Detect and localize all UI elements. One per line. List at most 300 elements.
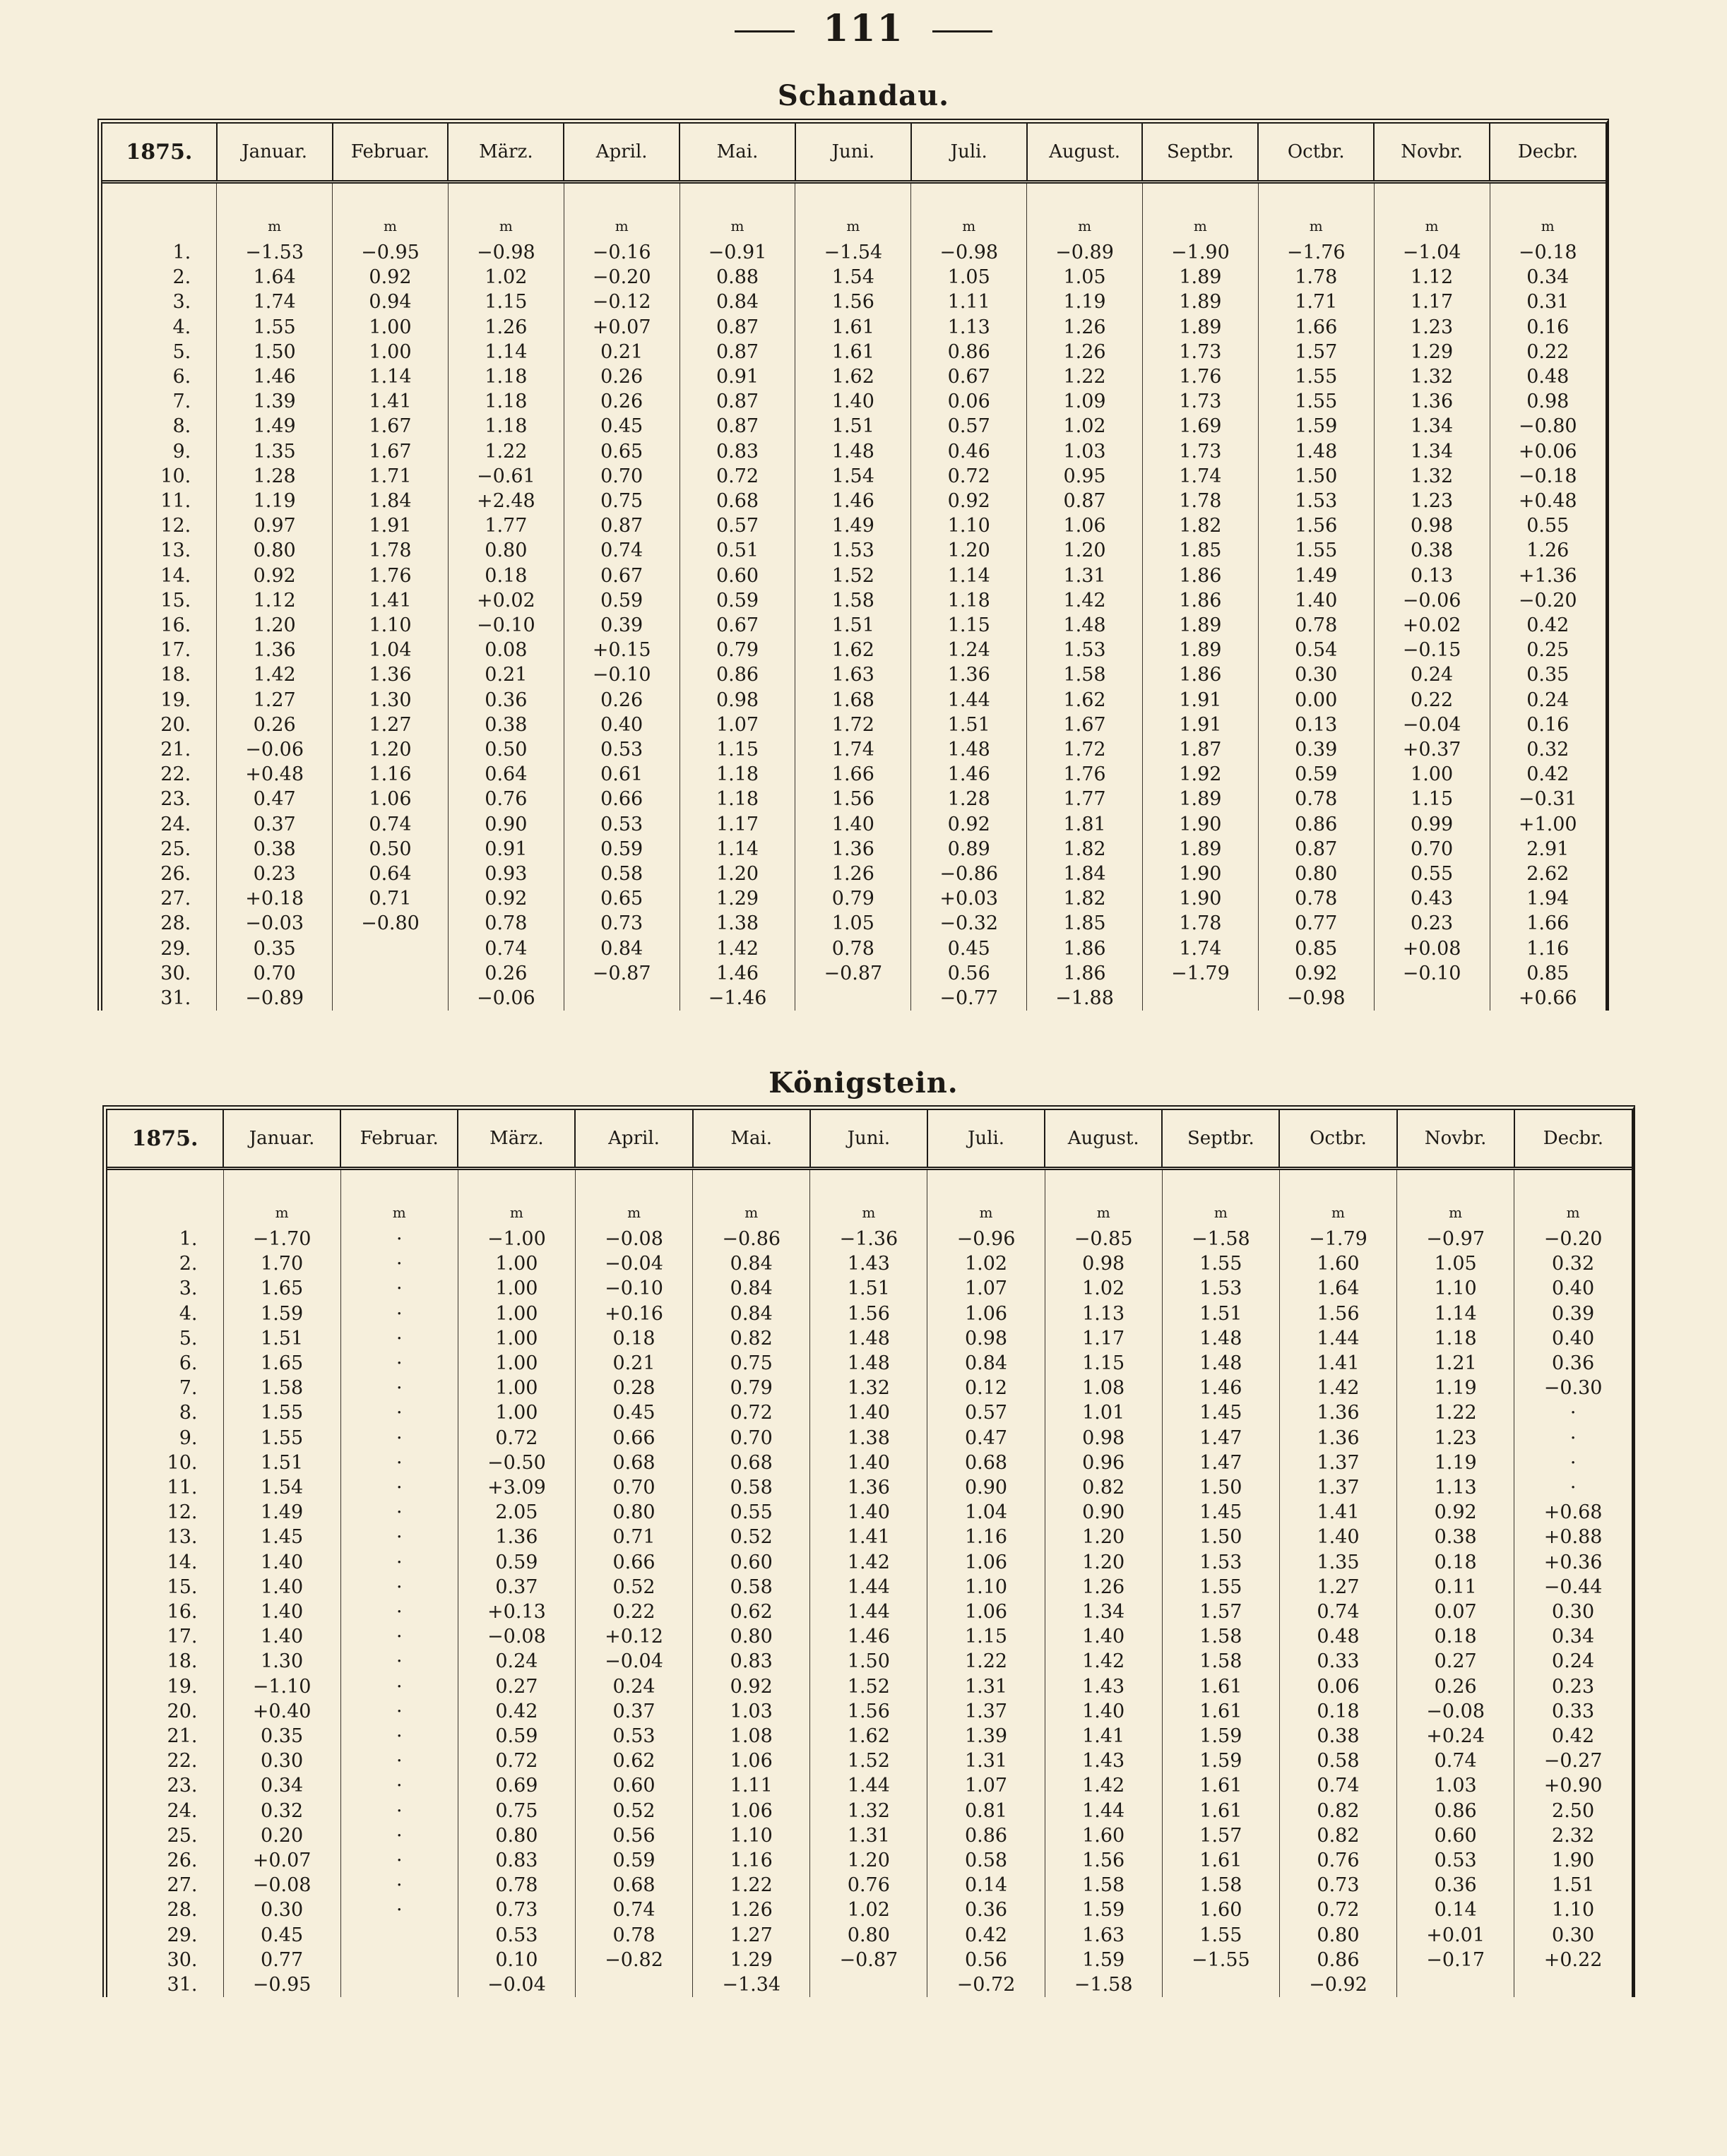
gauge-value: 1.37 bbox=[927, 1699, 1045, 1724]
gauge-value: 1.65 bbox=[223, 1276, 340, 1301]
gauge-value: 1.56 bbox=[1279, 1302, 1396, 1326]
gauge-value: 1.20 bbox=[911, 538, 1027, 563]
gauge-value: 0.66 bbox=[575, 1426, 692, 1451]
gauge-value: −0.27 bbox=[1543, 1750, 1603, 1773]
gauge-value: 1.14 bbox=[448, 340, 564, 364]
gauge-value: 1.48 bbox=[1027, 613, 1143, 638]
gauge-value: 1.36 bbox=[795, 837, 911, 862]
gauge-value: 1.18 bbox=[911, 588, 1027, 613]
gauge-value: 0.40 bbox=[1552, 1327, 1595, 1350]
gauge-value: +1.00 bbox=[1518, 813, 1577, 835]
gauge-value: 1.17 bbox=[679, 812, 795, 837]
gauge-value: 0.70 bbox=[217, 961, 333, 986]
gauge-value: 1.89 bbox=[1142, 613, 1258, 638]
gauge-value: · bbox=[340, 1799, 458, 1823]
day-label: 27. bbox=[107, 1873, 223, 1898]
gauge-value: 1.50 bbox=[217, 340, 333, 364]
month-header: Juli. bbox=[911, 124, 1027, 182]
table-row bbox=[107, 1799, 1632, 1823]
gauge-value: −0.72 bbox=[927, 1972, 1045, 1997]
gauge-value: 1.57 bbox=[1162, 1823, 1279, 1848]
gauge-value: 0.80 bbox=[1258, 862, 1374, 886]
unit-cell: m bbox=[564, 208, 679, 240]
gauge-value: 0.70 bbox=[564, 464, 679, 489]
gauge-value: 0.74 bbox=[1279, 1600, 1396, 1624]
gauge-value: 1.94 bbox=[1526, 888, 1569, 910]
gauge-value: 1.61 bbox=[795, 315, 911, 340]
gauge-value: −0.08 bbox=[458, 1624, 575, 1649]
gauge-value: 0.77 bbox=[1258, 911, 1374, 936]
month-header: Februar. bbox=[333, 124, 449, 182]
spacer-cell bbox=[448, 182, 564, 208]
day-label: 3. bbox=[107, 1276, 223, 1301]
gauge-value: 1.08 bbox=[1045, 1376, 1162, 1400]
day-label: 1. bbox=[107, 1227, 223, 1251]
table-row bbox=[102, 414, 1606, 439]
table-row bbox=[102, 787, 1606, 811]
gauge-value: 1.00 bbox=[1374, 762, 1490, 787]
gauge-value: 1.31 bbox=[1027, 564, 1143, 588]
gauge-value: 1.40 bbox=[223, 1624, 340, 1649]
gauge-value: 0.58 bbox=[693, 1575, 810, 1600]
gauge-value: −0.03 bbox=[217, 911, 333, 936]
gauge-value: · bbox=[340, 1873, 458, 1898]
gauge-value: −1.34 bbox=[693, 1972, 810, 1997]
gauge-value: 0.98 bbox=[1045, 1251, 1162, 1276]
gauge-value: −0.04 bbox=[575, 1649, 692, 1674]
gauge-value: 1.55 bbox=[1258, 364, 1374, 389]
spacer-cell bbox=[223, 1169, 340, 1195]
gauge-value: 1.31 bbox=[810, 1823, 927, 1848]
page-number: 111 bbox=[823, 7, 904, 50]
unit-cell-blank bbox=[107, 1194, 223, 1227]
gauge-value: 1.90 bbox=[1142, 812, 1258, 837]
gauge-value: 1.48 bbox=[810, 1326, 927, 1351]
gauge-value: 1.30 bbox=[333, 688, 449, 713]
gauge-value: 1.78 bbox=[1142, 489, 1258, 513]
gauge-value: 0.87 bbox=[564, 513, 679, 538]
table-row bbox=[102, 762, 1606, 787]
gauge-value: 1.40 bbox=[810, 1500, 927, 1525]
gauge-value: 0.38 bbox=[217, 837, 333, 862]
gauge-value: 1.76 bbox=[1142, 364, 1258, 389]
gauge-value: · bbox=[340, 1773, 458, 1798]
spacer-row bbox=[107, 1169, 1632, 1195]
day-label: 27. bbox=[102, 886, 217, 911]
rule-left bbox=[735, 30, 795, 32]
gauge-value: 0.24 bbox=[1526, 689, 1569, 711]
gauge-value: −0.04 bbox=[575, 1251, 692, 1276]
gauge-value: 1.03 bbox=[693, 1699, 810, 1724]
gauge-value: 0.84 bbox=[927, 1351, 1045, 1376]
gauge-value: 0.18 bbox=[575, 1326, 692, 1351]
gauge-value: 1.47 bbox=[1162, 1451, 1279, 1475]
gauge-value: 1.05 bbox=[911, 265, 1027, 290]
month-header: Decbr. bbox=[1490, 124, 1606, 182]
gauge-value: 1.58 bbox=[795, 588, 911, 613]
gauge-value: 1.89 bbox=[1142, 290, 1258, 314]
gauge-value: 1.48 bbox=[1258, 439, 1374, 464]
table-row bbox=[107, 1773, 1632, 1798]
month-header: Novbr. bbox=[1374, 124, 1490, 182]
gauge-value: −0.77 bbox=[911, 986, 1027, 1011]
gauge-value: 1.32 bbox=[810, 1799, 927, 1823]
gauge-value: 0.88 bbox=[679, 265, 795, 290]
day-label: 4. bbox=[107, 1302, 223, 1326]
gauge-value: 1.50 bbox=[1162, 1525, 1279, 1549]
gauge-value: 1.51 bbox=[1162, 1302, 1279, 1326]
table-row bbox=[107, 1302, 1632, 1326]
month-header: Mai. bbox=[679, 124, 795, 182]
month-header: Juli. bbox=[927, 1110, 1045, 1169]
gauge-value: 1.82 bbox=[1027, 837, 1143, 862]
gauge-value: 0.38 bbox=[1374, 538, 1490, 563]
gauge-value: 0.35 bbox=[1526, 664, 1569, 686]
gauge-value: 1.27 bbox=[693, 1923, 810, 1948]
gauge-value: 0.65 bbox=[564, 439, 679, 464]
day-label: 4. bbox=[102, 315, 217, 340]
gauge-value: −1.88 bbox=[1027, 986, 1143, 1011]
day-label: 15. bbox=[102, 588, 217, 613]
gauge-value: 1.50 bbox=[810, 1649, 927, 1674]
gauge-value: 0.74 bbox=[448, 936, 564, 961]
gauge-value: 0.76 bbox=[810, 1873, 927, 1898]
gauge-value: 0.80 bbox=[217, 538, 333, 563]
gauge-value: 1.20 bbox=[679, 862, 795, 886]
gauge-value: 0.45 bbox=[223, 1923, 340, 1948]
gauge-value: 0.91 bbox=[679, 364, 795, 389]
gauge-value: −0.89 bbox=[1027, 240, 1143, 265]
gauge-value: 1.40 bbox=[223, 1575, 340, 1600]
gauge-value: 0.74 bbox=[1397, 1749, 1514, 1773]
gauge-value: · bbox=[340, 1575, 458, 1600]
gauge-value: 1.61 bbox=[1162, 1848, 1279, 1873]
gauge-value: 1.07 bbox=[927, 1773, 1045, 1798]
gauge-value: 0.98 bbox=[927, 1326, 1045, 1351]
gauge-value: 0.42 bbox=[1552, 1725, 1595, 1748]
day-label: 6. bbox=[107, 1351, 223, 1376]
gauge-value: 0.26 bbox=[448, 961, 564, 986]
gauge-value: 0.99 bbox=[1374, 812, 1490, 837]
day-label: 13. bbox=[102, 538, 217, 563]
table-row bbox=[102, 936, 1606, 961]
gauge-value: −0.08 bbox=[575, 1227, 692, 1251]
gauge-value: 1.17 bbox=[1045, 1326, 1162, 1351]
gauge-value: 0.90 bbox=[1045, 1500, 1162, 1525]
unit-cell: m bbox=[458, 1194, 575, 1227]
gauge-value: 1.70 bbox=[223, 1251, 340, 1276]
gauge-value: 0.87 bbox=[679, 315, 795, 340]
gauge-value: −0.87 bbox=[810, 1948, 927, 1972]
month-header: Februar. bbox=[340, 1110, 458, 1169]
unit-cell: m bbox=[1541, 218, 1555, 234]
gauge-value: 0.80 bbox=[448, 538, 564, 563]
day-label: 7. bbox=[107, 1376, 223, 1400]
table-row bbox=[107, 1426, 1632, 1451]
gauge-value: +0.66 bbox=[1518, 987, 1577, 1010]
gauge-value: 1.00 bbox=[458, 1376, 575, 1400]
gauge-value: 0.06 bbox=[911, 389, 1027, 414]
table-row bbox=[107, 1948, 1632, 1972]
table-row bbox=[107, 1575, 1632, 1600]
table-row bbox=[102, 364, 1606, 389]
gauge-value: 0.55 bbox=[1374, 862, 1490, 886]
gauge-value: 0.32 bbox=[1526, 739, 1569, 761]
gauge-value: 1.37 bbox=[1279, 1475, 1396, 1500]
gauge-value: 1.40 bbox=[810, 1451, 927, 1475]
unit-cell: m bbox=[575, 1194, 692, 1227]
gauge-value: 1.27 bbox=[1279, 1575, 1396, 1600]
station-title-koenigstein: Königstein. bbox=[768, 1066, 959, 1100]
gauge-value: 0.32 bbox=[223, 1799, 340, 1823]
gauge-value: −0.89 bbox=[217, 986, 333, 1011]
gauge-value: 0.11 bbox=[1397, 1575, 1514, 1600]
gauge-value: 1.69 bbox=[1142, 414, 1258, 439]
gauge-value: 0.22 bbox=[1374, 688, 1490, 713]
day-label: 17. bbox=[102, 638, 217, 662]
header-row bbox=[107, 1110, 1632, 1169]
gauge-value: 1.05 bbox=[1027, 265, 1143, 290]
gauge-value: 1.74 bbox=[795, 737, 911, 762]
gauge-value: · bbox=[340, 1276, 458, 1301]
day-label: 16. bbox=[102, 613, 217, 638]
spacer-cell bbox=[1514, 1169, 1632, 1195]
gauge-value: 1.44 bbox=[810, 1575, 927, 1600]
gauge-value: 1.73 bbox=[1142, 340, 1258, 364]
gauge-value: 0.78 bbox=[448, 911, 564, 936]
gauge-value: 1.61 bbox=[795, 340, 911, 364]
gauge-value: 1.56 bbox=[810, 1699, 927, 1724]
gauge-value: 0.53 bbox=[564, 812, 679, 837]
gauge-value: 0.35 bbox=[217, 936, 333, 961]
gauge-value: 0.61 bbox=[564, 762, 679, 787]
table-row bbox=[107, 1624, 1632, 1649]
unit-cell: m bbox=[911, 208, 1027, 240]
gauge-value: 0.98 bbox=[1526, 391, 1569, 413]
gauge-value: 1.18 bbox=[448, 389, 564, 414]
unit-cell: m bbox=[223, 1194, 340, 1227]
gauge-value: 1.20 bbox=[810, 1848, 927, 1873]
gauge-value: 1.76 bbox=[1027, 762, 1143, 787]
day-label: 10. bbox=[107, 1451, 223, 1475]
gauge-value: 0.70 bbox=[575, 1475, 692, 1500]
table-row bbox=[102, 688, 1606, 713]
gauge-value: 1.40 bbox=[1045, 1624, 1162, 1649]
gauge-value: 1.62 bbox=[1027, 688, 1143, 713]
gauge-value: 0.67 bbox=[679, 613, 795, 638]
gauge-value: 0.94 bbox=[333, 290, 449, 314]
gauge-value: 0.78 bbox=[1258, 613, 1374, 638]
table-row bbox=[107, 1972, 1632, 1997]
gauge-value: −0.95 bbox=[333, 240, 449, 265]
table-row bbox=[102, 911, 1606, 936]
gauge-value: 0.72 bbox=[458, 1426, 575, 1451]
gauge-value: · bbox=[340, 1898, 458, 1922]
water-level-table bbox=[107, 1110, 1632, 1997]
gauge-value: 1.10 bbox=[693, 1823, 810, 1848]
gauge-value: 1.55 bbox=[1258, 538, 1374, 563]
year-header: 1875. bbox=[107, 1110, 223, 1169]
gauge-value: 0.68 bbox=[927, 1451, 1045, 1475]
gauge-value: 1.03 bbox=[1027, 439, 1143, 464]
gauge-value: 1.40 bbox=[223, 1550, 340, 1575]
gauge-value: 1.00 bbox=[458, 1351, 575, 1376]
gauge-value: 0.66 bbox=[575, 1550, 692, 1575]
table-row bbox=[102, 315, 1606, 340]
gauge-value: 0.42 bbox=[1526, 763, 1569, 786]
day-label: 21. bbox=[102, 737, 217, 762]
gauge-value: 0.53 bbox=[458, 1923, 575, 1948]
gauge-value: −0.10 bbox=[564, 662, 679, 687]
year-header: 1875. bbox=[102, 124, 217, 182]
gauge-value: 0.58 bbox=[927, 1848, 1045, 1873]
gauge-value: 0.98 bbox=[1045, 1426, 1162, 1451]
table-row bbox=[102, 513, 1606, 538]
gauge-value: 1.43 bbox=[1045, 1749, 1162, 1773]
gauge-value: 1.62 bbox=[810, 1724, 927, 1749]
spacer-cell bbox=[575, 1169, 692, 1195]
gauge-value: 0.56 bbox=[575, 1823, 692, 1848]
gauge-value bbox=[333, 986, 449, 1011]
table-row bbox=[102, 290, 1606, 314]
gauge-value: 0.38 bbox=[1397, 1525, 1514, 1549]
gauge-value: 0.83 bbox=[679, 439, 795, 464]
day-label: 19. bbox=[107, 1674, 223, 1699]
spacer-cell bbox=[1258, 182, 1374, 208]
table-row bbox=[107, 1848, 1632, 1873]
gauge-value: 1.47 bbox=[1162, 1426, 1279, 1451]
gauge-value: · bbox=[1569, 1427, 1577, 1449]
day-label: 25. bbox=[107, 1823, 223, 1848]
gauge-value: 1.58 bbox=[1045, 1873, 1162, 1898]
day-label: 28. bbox=[102, 911, 217, 936]
gauge-value: 1.00 bbox=[458, 1326, 575, 1351]
gauge-value: −0.06 bbox=[217, 737, 333, 762]
table-row bbox=[107, 1400, 1632, 1425]
gauge-value: 1.72 bbox=[1027, 737, 1143, 762]
gauge-value: 1.86 bbox=[1142, 588, 1258, 613]
gauge-value: 0.20 bbox=[223, 1823, 340, 1848]
table-row bbox=[102, 662, 1606, 687]
gauge-value: 1.42 bbox=[1045, 1649, 1162, 1674]
day-label: 24. bbox=[102, 812, 217, 837]
gauge-value: 0.90 bbox=[448, 812, 564, 837]
gauge-value: 1.53 bbox=[1162, 1276, 1279, 1301]
gauge-value: −0.98 bbox=[1258, 986, 1374, 1011]
gauge-value: 0.72 bbox=[1279, 1898, 1396, 1922]
gauge-value: 2.62 bbox=[1526, 863, 1569, 886]
gauge-value: 2.32 bbox=[1552, 1824, 1595, 1847]
gauge-value: 0.68 bbox=[575, 1873, 692, 1898]
gauge-value: 1.48 bbox=[911, 737, 1027, 762]
unit-cell: m bbox=[810, 1194, 927, 1227]
gauge-value: 0.86 bbox=[1279, 1948, 1396, 1972]
gauge-value: 0.84 bbox=[693, 1251, 810, 1276]
gauge-value: 1.16 bbox=[1526, 937, 1569, 960]
gauge-value: 0.36 bbox=[927, 1898, 1045, 1922]
gauge-value: 0.82 bbox=[1279, 1823, 1396, 1848]
gauge-value: 1.26 bbox=[1027, 315, 1143, 340]
gauge-value: 0.78 bbox=[458, 1873, 575, 1898]
gauge-value: 1.49 bbox=[223, 1500, 340, 1525]
gauge-value bbox=[1514, 1972, 1632, 1997]
gauge-value: 1.31 bbox=[927, 1749, 1045, 1773]
gauge-value: 0.92 bbox=[1397, 1500, 1514, 1525]
gauge-value: · bbox=[340, 1624, 458, 1649]
gauge-value: −1.79 bbox=[1142, 961, 1258, 986]
gauge-value: +0.48 bbox=[217, 762, 333, 787]
gauge-value: +0.03 bbox=[911, 886, 1027, 911]
gauge-value: · bbox=[1569, 1477, 1577, 1499]
gauge-value: 0.90 bbox=[927, 1475, 1045, 1500]
gauge-value: 1.26 bbox=[1027, 340, 1143, 364]
gauge-value: · bbox=[340, 1724, 458, 1749]
unit-cell: m bbox=[1279, 1194, 1396, 1227]
gauge-value: 1.59 bbox=[1162, 1724, 1279, 1749]
gauge-value: 1.44 bbox=[810, 1600, 927, 1624]
table-row bbox=[107, 1525, 1632, 1549]
gauge-value: 0.32 bbox=[1552, 1253, 1595, 1275]
gauge-value: 0.92 bbox=[911, 489, 1027, 513]
gauge-value: 0.86 bbox=[911, 340, 1027, 364]
gauge-value: −0.50 bbox=[458, 1451, 575, 1475]
day-label: 31. bbox=[102, 986, 217, 1011]
gauge-value: 1.56 bbox=[795, 787, 911, 811]
gauge-value: 1.27 bbox=[217, 688, 333, 713]
gauge-value: 0.24 bbox=[1374, 662, 1490, 687]
gauge-value: 0.68 bbox=[693, 1451, 810, 1475]
gauge-value: 0.86 bbox=[927, 1823, 1045, 1848]
gauge-value: 0.26 bbox=[564, 688, 679, 713]
table-row bbox=[107, 1823, 1632, 1848]
gauge-value: 1.12 bbox=[217, 588, 333, 613]
gauge-value: −0.31 bbox=[1518, 788, 1577, 811]
gauge-value: 1.72 bbox=[795, 713, 911, 737]
gauge-value: 0.79 bbox=[679, 638, 795, 662]
gauge-value: −0.04 bbox=[458, 1972, 575, 1997]
gauge-value: 0.92 bbox=[333, 265, 449, 290]
gauge-value: 1.39 bbox=[217, 389, 333, 414]
gauge-value: 1.39 bbox=[927, 1724, 1045, 1749]
gauge-value: −0.10 bbox=[575, 1276, 692, 1301]
gauge-value: 1.73 bbox=[1142, 389, 1258, 414]
gauge-value: 1.02 bbox=[810, 1898, 927, 1922]
gauge-table-koenigstein bbox=[102, 1105, 1635, 1997]
gauge-value: 1.00 bbox=[333, 315, 449, 340]
gauge-value: −0.08 bbox=[1397, 1699, 1514, 1724]
gauge-value: −0.87 bbox=[795, 961, 911, 986]
gauge-value: 1.45 bbox=[1162, 1500, 1279, 1525]
gauge-value: 1.37 bbox=[1279, 1451, 1396, 1475]
gauge-value: 1.14 bbox=[911, 564, 1027, 588]
gauge-value: 1.48 bbox=[1162, 1351, 1279, 1376]
gauge-value: 1.86 bbox=[1142, 662, 1258, 687]
gauge-value: 1.81 bbox=[1027, 812, 1143, 837]
gauge-value: 1.20 bbox=[1045, 1525, 1162, 1549]
gauge-value: 0.72 bbox=[458, 1749, 575, 1773]
gauge-value: 1.64 bbox=[217, 265, 333, 290]
gauge-value: 1.20 bbox=[1045, 1550, 1162, 1575]
gauge-value: · bbox=[340, 1475, 458, 1500]
gauge-value: 1.67 bbox=[1027, 713, 1143, 737]
gauge-value: 0.78 bbox=[1258, 787, 1374, 811]
gauge-value: 0.74 bbox=[564, 538, 679, 563]
gauge-value: 0.23 bbox=[1374, 911, 1490, 936]
gauge-value: · bbox=[340, 1451, 458, 1475]
gauge-value: 1.23 bbox=[1374, 315, 1490, 340]
gauge-value: 1.49 bbox=[1258, 564, 1374, 588]
table-row bbox=[102, 564, 1606, 588]
